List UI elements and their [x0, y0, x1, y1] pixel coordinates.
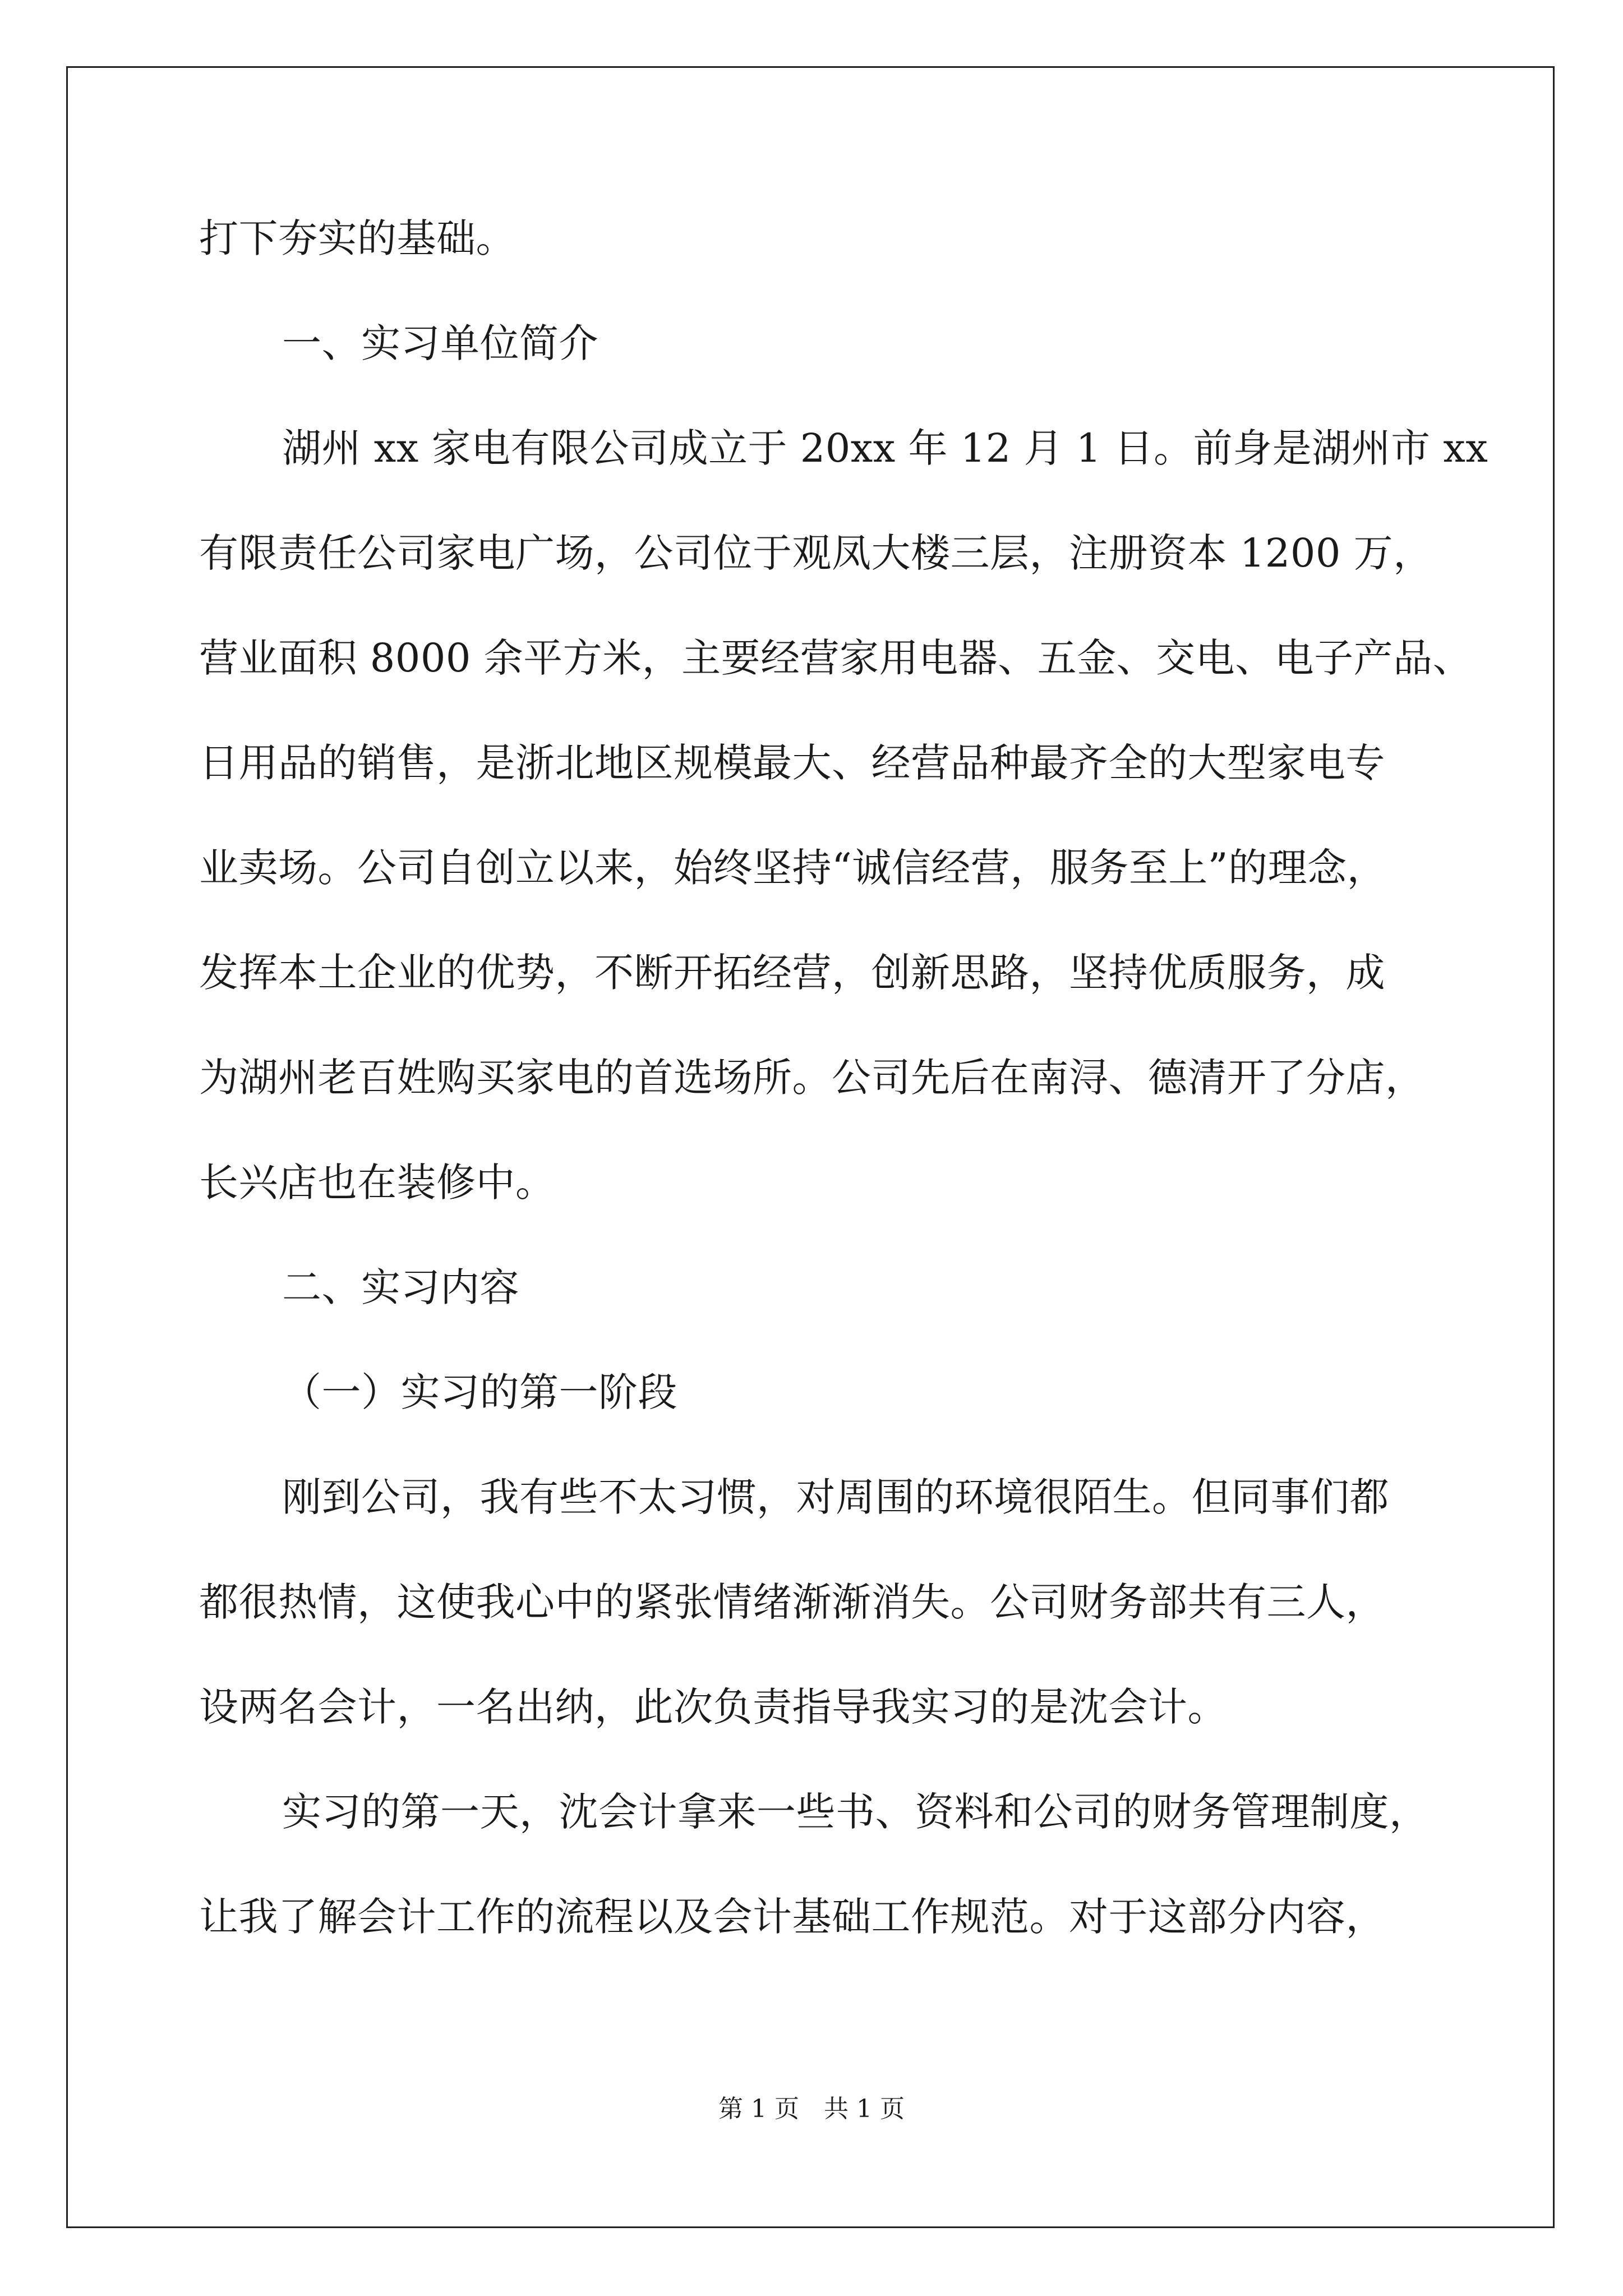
- section-heading-2: 二、实习内容: [282, 1264, 519, 1310]
- paragraph-1-line-3: 营业面积 8000 余平方米，主要经营家用电器、五金、交电、电子产品、: [199, 635, 1473, 681]
- paragraph-1-line-7: 为湖州老百姓购买家电的首选场所。公司先后在南浔、德清开了分店，: [199, 1055, 1425, 1101]
- paragraph-1-line-6: 发挥本土企业的优势，不断开拓经营，创新思路，坚持优质服务，成: [199, 950, 1385, 996]
- paragraph-1-line-4: 日用品的销售，是浙北地区规模最大、经营品种最齐全的大型家电专: [199, 740, 1385, 786]
- subsection-heading-1: （一）实习的第一阶段: [282, 1369, 677, 1415]
- paragraph-1-line-8: 长兴店也在装修中。: [199, 1159, 555, 1205]
- paragraph-2-line-3: 设两名会计，一名出纳，此次负责指导我实习的是沈会计。: [199, 1684, 1227, 1730]
- paragraph-2-line-2: 都很热情，这使我心中的紧张情绪渐渐消失。公司财务部共有三人，: [199, 1579, 1385, 1625]
- text-line-1: 打下夯实的基础。: [199, 215, 515, 261]
- paragraph-1-line-2: 有限责任公司家电广场，公司位于观凤大楼三层，注册资本 1200 万，: [199, 530, 1433, 576]
- paragraph-1-line-5: 业卖场。公司自创立以来，始终坚持“诚信经营，服务至上”的理念，: [199, 845, 1387, 891]
- section-heading-1: 一、实习单位简介: [282, 320, 598, 366]
- page-number-footer: 第 1 页 共 1 页: [718, 2095, 905, 2123]
- paragraph-3-line-2: 让我了解会计工作的流程以及会计基础工作规范。对于这部分内容，: [199, 1894, 1385, 1940]
- paragraph-2-line-1: 刚到公司，我有些不太习惯，对周围的环境很陌生。但同事们都: [282, 1474, 1389, 1520]
- paragraph-3-line-1: 实习的第一天，沈会计拿来一些书、资料和公司的财务管理制度，: [282, 1789, 1429, 1835]
- paragraph-1-line-1: 湖州 xx 家电有限公司成立于 20xx 年 12 月 1 日。前身是湖州市 xx: [282, 425, 1488, 471]
